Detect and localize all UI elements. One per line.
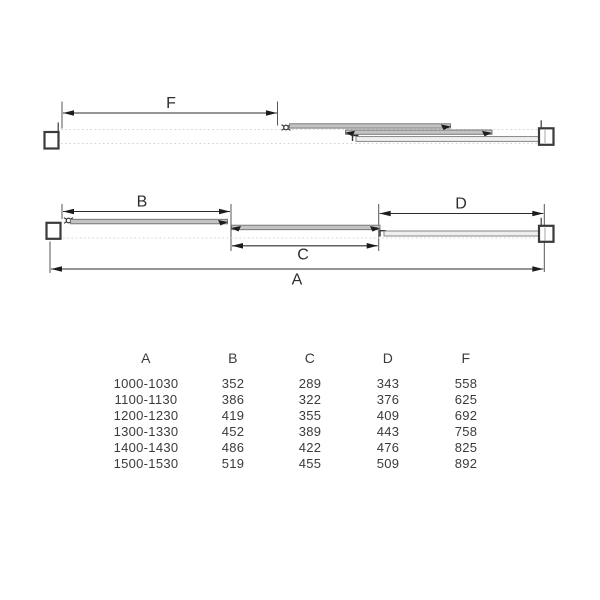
cell-b: 519 bbox=[221, 455, 245, 471]
cell-c: 355 bbox=[298, 407, 322, 423]
dimension-b-label: B bbox=[136, 193, 148, 211]
door-panel-1 bbox=[71, 219, 228, 224]
cell-d: 443 bbox=[376, 423, 400, 439]
cell-f: 692 bbox=[454, 407, 478, 423]
cell-a: 1100-1130 bbox=[114, 391, 178, 407]
size-row bbox=[90, 423, 514, 439]
cell-c: 289 bbox=[298, 375, 322, 391]
cell-d: 376 bbox=[376, 391, 400, 407]
door-panel-3 bbox=[356, 137, 539, 142]
wall-profile-right bbox=[539, 226, 554, 242]
arrow-left-icon bbox=[232, 243, 243, 249]
cell-c: 322 bbox=[298, 391, 322, 407]
door-panel-2 bbox=[346, 130, 493, 134]
dimension-a-label: A bbox=[291, 271, 303, 289]
cell-a: 1400-1430 bbox=[113, 439, 179, 455]
dimension-f bbox=[62, 95, 278, 129]
col-header-b: B bbox=[228, 350, 238, 366]
col-header-a: A bbox=[141, 350, 151, 366]
dimension-d bbox=[380, 196, 544, 217]
col-header-f: F bbox=[461, 350, 471, 366]
arrow-right-icon bbox=[266, 110, 277, 116]
cell-d: 476 bbox=[376, 439, 400, 455]
cell-d: 343 bbox=[376, 375, 400, 391]
size-row bbox=[90, 439, 514, 455]
drawing-open-position bbox=[45, 95, 554, 149]
cell-d: 409 bbox=[376, 407, 400, 423]
cell-f: 558 bbox=[454, 375, 478, 391]
cell-b: 419 bbox=[221, 407, 245, 423]
wall-profile-left bbox=[45, 132, 59, 149]
col-header-d: D bbox=[382, 350, 394, 366]
dimension-a bbox=[51, 266, 543, 288]
dimension-c-label: C bbox=[297, 246, 309, 264]
cell-b: 452 bbox=[221, 423, 245, 439]
arrow-left-icon bbox=[63, 110, 74, 116]
door-panel-3 bbox=[384, 231, 539, 236]
dimension-d-label: D bbox=[455, 195, 467, 213]
size-row bbox=[90, 375, 514, 391]
cell-f: 892 bbox=[454, 455, 478, 471]
cell-c: 455 bbox=[298, 455, 322, 471]
cell-a: 1300-1330 bbox=[113, 423, 179, 439]
cell-d: 509 bbox=[376, 455, 400, 471]
arrow-left-icon bbox=[51, 266, 62, 272]
size-table bbox=[90, 350, 514, 471]
dimension-c bbox=[232, 243, 378, 264]
cell-a: 1500-1530 bbox=[113, 455, 179, 471]
dimension-b bbox=[63, 194, 230, 215]
cell-a: 1200-1230 bbox=[113, 407, 179, 423]
col-header-c: C bbox=[304, 350, 316, 366]
cell-f: 625 bbox=[454, 391, 478, 407]
cell-b: 386 bbox=[221, 391, 245, 407]
arrow-left-icon bbox=[380, 211, 391, 217]
door-panel-1 bbox=[290, 124, 451, 128]
size-row bbox=[90, 455, 514, 471]
arrow-right-icon bbox=[532, 211, 543, 217]
dimension-f-label: F bbox=[166, 95, 176, 112]
cell-b: 352 bbox=[221, 375, 245, 391]
arrow-right-icon bbox=[532, 266, 543, 272]
cell-b: 486 bbox=[221, 439, 245, 455]
wall-profile-left bbox=[47, 223, 61, 239]
table-header-row bbox=[90, 350, 514, 366]
arrow-left-icon bbox=[63, 209, 74, 215]
arrow-right-icon bbox=[219, 209, 230, 215]
size-row bbox=[90, 407, 514, 423]
drawing-closed-position bbox=[47, 194, 554, 289]
cell-c: 422 bbox=[298, 439, 322, 455]
cell-a: 1000-1030 bbox=[113, 375, 179, 391]
cell-f: 825 bbox=[454, 439, 478, 455]
arrow-right-icon bbox=[367, 243, 378, 249]
door-panel-2 bbox=[232, 225, 381, 230]
cell-f: 758 bbox=[454, 423, 478, 439]
size-row bbox=[90, 391, 514, 407]
wall-profile-right bbox=[539, 128, 554, 145]
cell-c: 389 bbox=[298, 423, 322, 439]
